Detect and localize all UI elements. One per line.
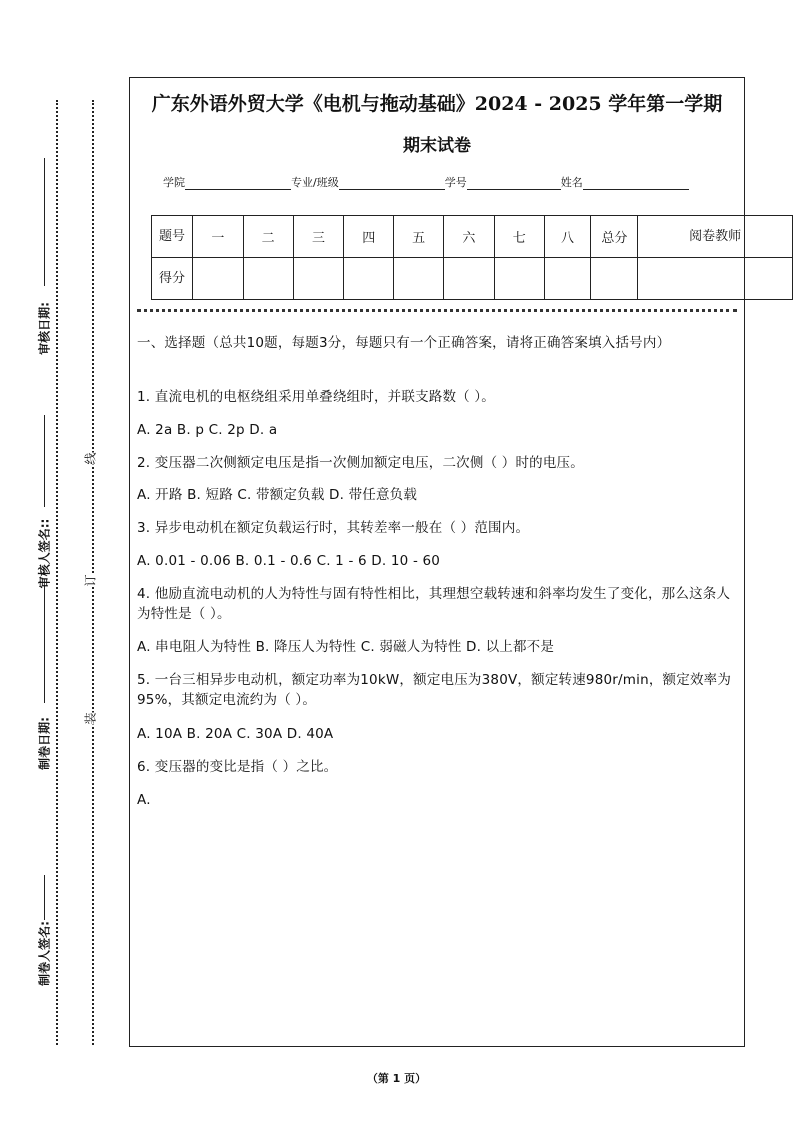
score-col-5: 五 bbox=[394, 216, 444, 258]
section-divider bbox=[137, 309, 737, 312]
score-cell[interactable] bbox=[544, 258, 591, 300]
name-label: 姓名 bbox=[560, 176, 583, 189]
question-3: 3. 异步电动机在额定负载运行时，其转差率一般在（ ）范围内。 bbox=[137, 520, 530, 536]
question-2: 2. 变压器二次侧额定电压是指一次侧加额定电压，二次侧（ ）时的电压。 bbox=[137, 455, 584, 471]
question-1-options: A. 2a B. p C. 2p D. a bbox=[137, 422, 278, 438]
score-col-reviewer: 阅卷教师 bbox=[638, 216, 793, 258]
score-table bbox=[151, 215, 793, 300]
page-number: （第 1 页） bbox=[366, 1072, 427, 1085]
make-date-label: 制卷日期: bbox=[37, 717, 52, 770]
reviewer-sign-label: 审核人签名:: bbox=[37, 518, 52, 589]
score-cell[interactable] bbox=[192, 258, 243, 300]
review-date-blank[interactable] bbox=[44, 158, 45, 286]
score-col-2: 二 bbox=[243, 216, 293, 258]
binding-mark-bind: 订 bbox=[80, 574, 101, 586]
score-col-7: 七 bbox=[494, 216, 544, 258]
major-label: 专业/班级 bbox=[291, 176, 339, 189]
name-field[interactable] bbox=[583, 177, 689, 190]
major-field[interactable] bbox=[339, 177, 445, 190]
review-date-label: 审核日期: bbox=[37, 302, 52, 355]
score-cell[interactable] bbox=[394, 258, 444, 300]
exam-subtitle: 期末试卷 bbox=[403, 136, 471, 156]
student-id-field[interactable] bbox=[467, 177, 561, 190]
score-cell-total[interactable] bbox=[591, 258, 638, 300]
score-col-6: 六 bbox=[443, 216, 494, 258]
maker-sign-label: 制卷人签名: bbox=[37, 921, 52, 986]
score-col-3: 三 bbox=[293, 216, 344, 258]
score-cell[interactable] bbox=[443, 258, 494, 300]
score-col-4: 四 bbox=[344, 216, 394, 258]
binding-mark-fold: 装 bbox=[80, 712, 101, 724]
section1-heading: 一、选择题（总共10题，每题3分，每题只有一个正确答案，请将正确答案填入括号内） bbox=[137, 335, 671, 351]
question-1: 1. 直流电机的电枢绕组采用单叠绕组时，并联支路数（ ）。 bbox=[137, 389, 496, 405]
score-table-header-label: 题号 bbox=[152, 216, 193, 258]
score-cell[interactable] bbox=[293, 258, 344, 300]
college-label: 学院 bbox=[163, 176, 185, 189]
question-3-options: A. 0.01 - 0.06 B. 0.1 - 0.6 C. 1 - 6 D. 10 - 60 bbox=[137, 553, 441, 569]
score-col-total: 总分 bbox=[591, 216, 638, 258]
score-col-1: 一 bbox=[192, 216, 243, 258]
question-4-options: A. 串电阻人为特性 B. 降压人为特性 C. 弱磁人为特性 D. 以上都不是 bbox=[137, 639, 555, 655]
score-cell-reviewer[interactable] bbox=[638, 258, 793, 300]
question-6-options: A. bbox=[137, 792, 151, 808]
binding-dotted-line-inner bbox=[92, 100, 94, 1045]
binding-mark-line: 线 bbox=[80, 452, 101, 464]
question-4: 4. 他励直流电动机的人为特性与固有特性相比，其理想空载转速和斜率均发生了变化，那么这条人为特性是（ ）。 bbox=[137, 586, 731, 622]
question-2-options: A. 开路 B. 短路 C. 带额定负载 D. 带任意负载 bbox=[137, 487, 418, 503]
reviewer-sign-blank[interactable] bbox=[44, 415, 45, 507]
score-cell[interactable] bbox=[243, 258, 293, 300]
binding-dotted-line-outer bbox=[56, 100, 58, 1045]
student-id-label: 学号 bbox=[444, 176, 467, 189]
exam-title: 广东外语外贸大学《电机与拖动基础》2024 - 2025 学年第一学期 bbox=[151, 93, 723, 115]
score-cell[interactable] bbox=[494, 258, 544, 300]
student-info-row bbox=[163, 174, 689, 190]
score-cell[interactable] bbox=[344, 258, 394, 300]
score-col-8: 八 bbox=[544, 216, 591, 258]
question-5-options: A. 10A B. 20A C. 30A D. 40A bbox=[137, 726, 334, 742]
score-row-label: 得分 bbox=[152, 258, 193, 300]
question-6: 6. 变压器的变比是指（ ）之比。 bbox=[137, 759, 338, 775]
college-field[interactable] bbox=[185, 177, 291, 190]
question-5: 5. 一台三相异步电动机，额定功率为10kW，额定电压为380V，额定转速980r/min，额定效率为95%，其额定电流约为（ ）。 bbox=[137, 672, 732, 708]
